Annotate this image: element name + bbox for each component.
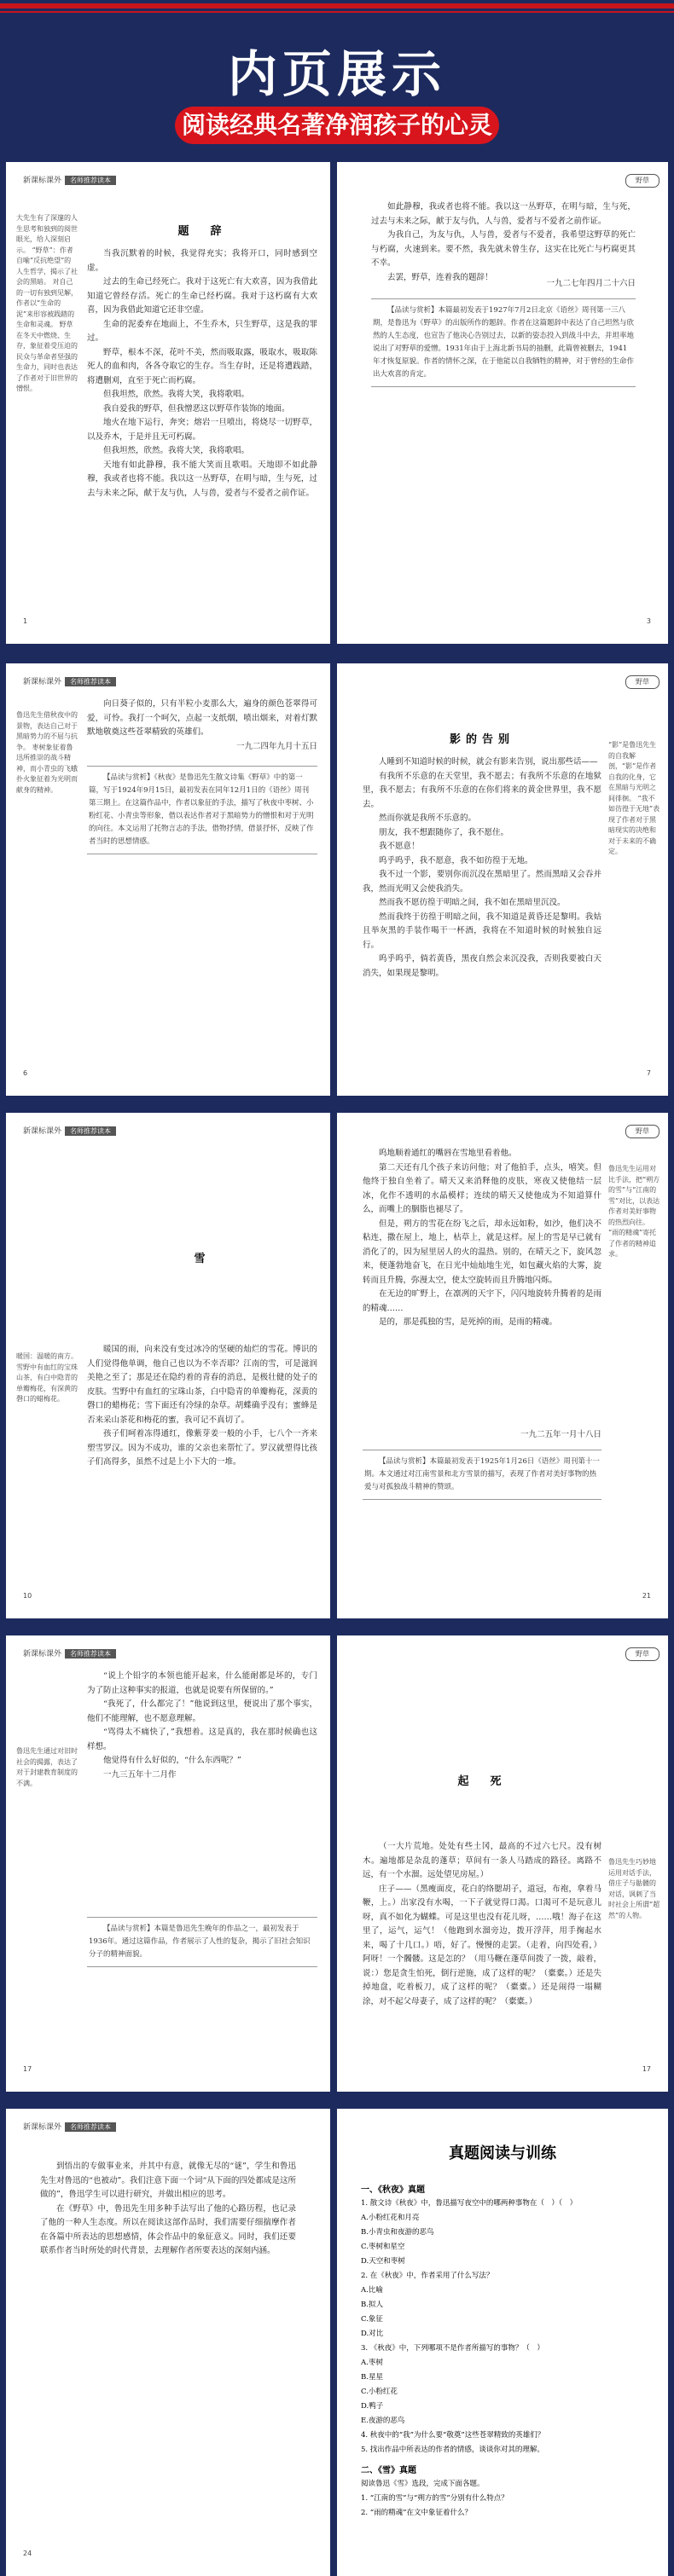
paragraph: A.比喻 (361, 2286, 383, 2295)
paragraph: 我自爱我的野草，但我憎恶这以野草作装饰的地面。 (103, 403, 290, 414)
page-number: 3 (646, 617, 651, 625)
paragraph: 庄子——（黑瘦面皮，花白的络腮胡子，道冠，布袍，拿着马鞭，上。）出家没有水喝，一下子就觉得口渴。口渴可不是玩意儿呀，真不如化为蝴蝶。可是这里也没有花儿呀，……哦！海子在这里了，运气，运气！（他跑到水溜旁边，拨开浮萍，用手掬起水来，喝了十几口。）唔，好了。慢慢的走罢。（走着，向四处看，）阿呀！一个髑髅。这是怎的？（用马鞭在蓬草间拨了一拨，敲着，说：）您是贪生怕死，倒行逆施，成了这样的呢？（橐橐。）还是失掉地盘，吃着板刀，成了这样的呢？（橐橐。）还是闹得一塌糊涂，对不起父母妻子，成了这样的呢？（橐橐。） (363, 1884, 601, 2006)
running-head-right: 野草 (625, 1125, 659, 1138)
top-stripe (0, 3, 674, 9)
body-text (363, 1840, 601, 2009)
paragraph: 暖国的雨，向来没有变过冰冷的坚硬的灿烂的雪花。博识的人们觉得他单调，他自己也以为不幸否耶？江南的雪，可是滋润美艳之至了；那是还在隐约着的青春的消息，是极壮健的处子的皮肤。雪野中有血红的宝珠山茶，白中隐青的单瓣梅花，深黄的磬口的蜡梅花；雪下面还有冷绿的杂草。胡蝶确乎没有；蜜蜂是否来采山茶花和梅花的蜜，我可记不真切了。 (87, 1345, 317, 1425)
page-number: 24 (23, 2550, 32, 2557)
paragraph: 4. 秋夜中的“我”为什么要“敬奠”这些苍翠精致的英雄们？ (361, 2431, 545, 2440)
paragraph: 如此静穆，我或者也将不能。我以这一丛野草，在明与暗，生与死，过去与未来之际，献于友与仇，人与兽，爱者与不爱者之前作证。 (371, 202, 636, 226)
paragraph: 去罢，野草，连着我的题辞！ (387, 272, 493, 282)
paragraph: 3. 《秋夜》中，下列哪项不是作者所描写的事物？（ ） (361, 2344, 544, 2353)
appreciation-box: 【品读与赏析】本篇最初发表于1925年1月26日《语丝》周刊第十一期。本文通过对江南雪景和北方雪景的描写，表现了作者对美好事物的热爱与对孤独战斗精神的赞颂。 (363, 1450, 601, 1500)
top-stripe-thin (0, 11, 674, 13)
paragraph: 人睡到不知道时候的时候，就会有影来告别，说出那些话—— (379, 757, 598, 767)
running-head: 新课标课外 名师推荐读本 (23, 675, 116, 686)
side-note: 鲁迅先生运用对比手法，把“朔方的雪”与“江南的雪”对比，以表达作者对美好事物的热烈向往。 “雨的精魂”寄托了作者的精神追求。 (608, 1165, 660, 1258)
date-line: 一九二七年四月二十六日 (546, 279, 636, 288)
appreciation-box: 【品读与赏析】本篇最初发表于1927年7月2日北京《语丝》周刊第一三八期，是鲁迅为《野草》的出版所作的题辞。作者在这篇题辞中表达了自己坦然与欣然的人生态度，也宣告了他决心告别过去，以新的姿态投入到战斗中去，并坦率地说出了对野草的爱憎。1931年由于上海北新书局的抽删，此篇曾被删去，1941年才恢复原貌。作者的情怀之深，在于他能以自我牺牲的精神，对于曾经的生命作出大欢喜的肯定。 (371, 298, 636, 387)
section-heading: 二、《雪》真题 (361, 2466, 416, 2475)
paragraph: 在《野草》中，鲁迅先生用多种手法写出了他的心路历程，也记录了他的一种人生态度。所以在阅读这部作品时，我们需要仔细揣摩作者在各篇中所表达的思想感情，体会作品中的象征意义。同时，我们还要联系作者当时所处的时代背景，去理解作者所要表达的深刻内涵。 (40, 2203, 296, 2255)
body-text (87, 698, 317, 740)
body-text (363, 1147, 601, 1330)
paragraph: 在无边的旷野上，在凛冽的天宇下，闪闪地旋转升腾着的是雨的精魂…… (363, 1289, 601, 1313)
section-heading: 一、《秋夜》真题 (361, 2185, 425, 2195)
paragraph: 2. “雨的精魂”在文中象征着什么？ (361, 2509, 473, 2517)
paragraph: 5. 找出作品中所表达的作者的情感，谈谈你对其的理解。 (361, 2446, 544, 2454)
paragraph: 一九三五年十二月作 (103, 1769, 177, 1780)
appreciation-box: 【品读与赏析】《秋夜》是鲁迅先生散文诗集《野草》中的第一篇，写于1924年9月15日，最初发表在同年12月1日的《语丝》周刊第三期上。在这篇作品中，作者以象征的手法，描写了秋夜中枣树、小粉红花、小青虫等形象，借以表达作者对于黑暗势力的憎恨和对于光明的向往。本文运用了托物言志的手法，借物抒情，借景抒怀，反映了作者当时的思想情感。 (87, 766, 317, 854)
paragraph: C.小粉红花 (361, 2388, 398, 2396)
paragraph: B.星星 (361, 2373, 383, 2382)
page-4 (337, 663, 668, 1096)
paragraph: 地火在地下运行，奔突；熔岩一旦喷出，将烧尽一切野草，以及乔木，于是并且无可朽腐。 (87, 418, 317, 442)
date-line: 一九二四年九月十五日 (235, 742, 317, 751)
side-note: 鲁迅先生通过对旧时社会的揭露，表达了对于封建教育制度的不满。 (16, 1747, 78, 1787)
header-banner (0, 0, 674, 162)
paragraph: 然而你就是我所不乐意的。 (379, 813, 477, 823)
paragraph: 过去的生命已经死亡。我对于这死亡有大欢喜，因为我借此知道它曾经存活。死亡的生命已经朽腐。我对于这朽腐有大欢喜，因为我借此知道它还非空虚。 (87, 277, 317, 315)
running-head-right: 野草 (625, 174, 659, 188)
body-text (371, 200, 636, 285)
page-number: 17 (23, 2065, 32, 2073)
body-text (363, 755, 601, 981)
paragraph: 呜地顺着通红的嘴唇在雪地里看着他。 (379, 1149, 517, 1158)
body-text (87, 1343, 317, 1470)
paragraph: 呜乎呜乎，倘若黄昏，黑夜自然会来沉没我，否则我要被白天消失，如果现是黎明。 (363, 954, 601, 978)
paragraph: 然而我终于彷徨于明暗之间，我不知道是黄昏还是黎明。我姑且举灰黑的手装作喝干一杯酒，我将在不知道时候的时候独自远行。 (363, 912, 601, 950)
paragraph: 2. 在《秋夜》中，作者采用了什么写法？ (361, 2272, 494, 2280)
paragraph: 呜乎呜乎，我不愿意，我不如彷徨于无地。 (379, 855, 533, 865)
chapter-title: 题 辞 (177, 225, 227, 238)
chapter-title: 影的告别 (449, 733, 514, 746)
paragraph: 朋友，我不想跟随你了，我不愿住。 (379, 827, 509, 837)
side-note: 大先生有了深邃的人生思考和独到的阅世眼光，给人深刻启示。 “野草”：作者自喻“反抗绝望”的人生哲学，揭示了社会的黑暗。 对自己的一切有独到见解，作者以“生命的泥”来形容被践踏的生命和灵魂。 野草在冬天中燃烧、生存，象征着受压迫的民众与革命者坚强的生命力，同时也表达了作者对于旧世界的憎恨。 (16, 214, 78, 392)
paragraph: “骂得太不痛快了，”我想着。这是真的，我在那时候确也这样想。 (87, 1728, 317, 1751)
header-title: 内页展示 (227, 45, 446, 103)
training-title: 真题阅读与训练 (449, 2145, 556, 2162)
paragraph: “说上个铅字的本领也能开起来，什么能耐都是坏的，专门为了防止这种事实的报道，也就是说要有所保留的。” (87, 1671, 317, 1695)
paragraph: 然而我不愿彷徨于明暗之间，我不如在黑暗里沉没。 (379, 898, 566, 907)
page-3 (6, 663, 330, 1096)
paragraph: 他觉得有什么好似的，“什么东西呢？” (103, 1756, 241, 1765)
body-text (87, 1670, 317, 1782)
paragraph: 向日葵子似的，只有半粒小麦那么大，遍身的颜色苍翠得可爱，可怜。我打一个呵欠，点起一支纸烟，喷出烟来，对着灯默默地敬奠这些苍翠精致的英雄们。 (87, 699, 317, 737)
page-9 (6, 2109, 330, 2576)
paragraph: “我死了，什么都完了！”他说到这里，便说出了那个事实，他们不能理解，也不愿意理解。 (87, 1699, 317, 1723)
date-line: 一九二五年一月十八日 (520, 1430, 601, 1439)
paragraph: E.夜游的恶鸟 (361, 2417, 405, 2425)
question-list (361, 2477, 642, 2521)
running-head: 新课标课外 名师推荐读本 (23, 1125, 116, 1136)
page-10 (337, 2109, 668, 2576)
running-head: 新课标课外 名师推荐读本 (23, 1647, 116, 1658)
header-subtitle: 阅读经典名著净润孩子的心灵 (175, 107, 499, 144)
page-number: 17 (642, 2065, 651, 2073)
page-number: 6 (23, 1069, 28, 1077)
paragraph: 阅读鲁迅《雪》选段，完成下面各题。 (361, 2480, 485, 2488)
body-text (40, 2160, 296, 2259)
side-note: “影”是鲁迅先生的自我解剖，“影”是作者自我的化身，它在黑暗与光明之间徘徊。 “我不如彷徨于无地”表现了作者对于黑暗现实的决绝和对于未来的不确定。 (608, 741, 660, 855)
page-number: 21 (642, 1592, 651, 1600)
question-list (361, 2197, 642, 2457)
paragraph: 但我坦然，欣然。我将大笑，我将歌唱。 (103, 390, 250, 399)
page-number: 1 (23, 617, 28, 625)
paragraph: C.象征 (361, 2315, 383, 2324)
side-note: 鲁迅先生借秋夜中的景物，表达自己对于黑暗势力的不屈与抗争。 枣树象征着鲁迅所推崇的战斗精神，而小青虫的飞蛾扑火象征着为光明而献身的精神。 (16, 711, 78, 794)
page-2 (337, 162, 668, 644)
paragraph: B.小青虫和夜游的恶鸟 (361, 2228, 434, 2237)
page-6 (337, 1113, 668, 1618)
paragraph: C.枣树和星空 (361, 2243, 405, 2251)
paragraph: B.拟人 (361, 2301, 383, 2309)
paragraph: 生命的泥委弃在地面上，不生乔木，只生野草，这是我的罪过。 (87, 319, 317, 343)
paragraph: 到悟出的专做事业来，并其中有意，就像无尽的“谜”，学生和鲁迅先生对鲁迅的“也被动”。我们注意下面一个词“从下面的四处都成是这所做的”，鲁迅学生可以进行研究，并做出相应的思考。 (40, 2162, 296, 2199)
paragraph: 孩子们呵着冻得通红，像紫芽姜一般的小手，七八个一齐来塑雪罗汉。因为不成功，谁的父亲也来帮忙了。罗汉就塑得比孩子们高得多，虽然不过是上小下大的一堆。 (87, 1429, 317, 1467)
paragraph: 是的，那是孤独的雪，是死掉的雨，是雨的精魂。 (379, 1317, 558, 1327)
paragraph: （一大片荒地。处处有些土冈，最高的不过六七尺。没有树木。遍地都是杂乱的蓬草；草间有一条人马踏成的路径。离路不远，有一个水溜。远处望见房屋。） (363, 1842, 601, 1879)
running-head-right: 野草 (625, 675, 659, 689)
paragraph: A.枣树 (361, 2359, 383, 2367)
paragraph: D.对比 (361, 2330, 384, 2338)
paragraph: 但我坦然，欣然。我将大笑，我将歌唱。 (103, 446, 250, 455)
page-number: 7 (646, 1069, 651, 1077)
paragraph: 有我所不乐意的在天堂里，我不愿去；有我所不乐意的在地狱里，我不愿去；有我所不乐意的在你们将来的黄金世界里，我不愿去。 (363, 771, 601, 809)
page-1 (6, 162, 330, 644)
paragraph: 第二天还有几个孩子来访问他；对了他拍手，点头，嘻笑。但他终于独自坐着了。晴天又来消释他的皮肤，寒夜又使他结一层冰，化作不透明的水晶模样；连续的晴天又使他成为不知道算什么，而嘴上的胭脂也褪尽了。 (363, 1162, 601, 1214)
paragraph: 天地有如此静穆，我不能大笑而且歌唱。天地即不如此静穆，我或者也将不能。我以这一丛野草，在明与暗，生与死，过去与未来之际，献于友与仇，人与兽，爱者与不爱者之前作证。 (87, 460, 317, 498)
paragraph: 为我自己，为友与仇，人与兽，爱者与不爱者，我希望这野草的死亡与朽腐，火速到来。要不然，我先就未曾生存，这实在比死亡与朽腐更其不幸。 (371, 230, 636, 268)
paragraph: 1. 散文诗《秋夜》中，鲁迅描写夜空中的哪两种事物在（ ）（ ） (361, 2199, 578, 2208)
page-5 (6, 1113, 330, 1618)
side-note: 暖国：温暖的南方。 雪野中有血红的宝珠山茶，有白中隐青的单瓣梅花，有深黄的磬口的蜡梅花。 (16, 1352, 78, 1403)
paragraph: 1. “江南的雪”与“朔方的雪”分别有什么特点？ (361, 2494, 508, 2503)
paragraph: 但是，朔方的雪花在纷飞之后，却永远如粉，如沙，他们决不粘连，撒在屋上，地上，枯草上，就是这样。屋上的雪是早已就有消化了的，因为屋里居人的火的温热。别的，在晴天之下，旋风忽来，便蓬勃地奋飞，在日光中灿灿地生光，如包藏火焰的大雾，旋转而且升腾，弥漫太空，使太空旋转而且升腾地闪烁。 (363, 1219, 601, 1285)
chapter-title: 起 死 (457, 1775, 507, 1788)
body-text (87, 247, 317, 501)
paragraph: D.天空和枣树 (361, 2257, 405, 2266)
training-content (361, 2177, 642, 2521)
page-7 (6, 1635, 330, 2092)
paragraph: D.鸭子 (361, 2402, 384, 2411)
side-note: 鲁迅先生巧妙地运用对话手法，借庄子与骷髅的对话，讽刺了当时社会上所谓“超然”的人物。 (608, 1858, 660, 1919)
paragraph: A.小粉红花和月亮 (361, 2214, 420, 2222)
paragraph: 野草，根本不深，花叶不美，然而吸取露，吸取水，吸取陈死人的血和肉，各各夺取它的生存。当生存时，还是将遭践踏，将遭删刈，直至于死亡而朽腐。 (87, 347, 317, 385)
running-head: 新课标课外 名师推荐读本 (23, 174, 116, 185)
chapter-title: 雪 (194, 1253, 211, 1265)
page-number: 10 (23, 1592, 32, 1600)
running-head-right: 野草 (625, 1647, 659, 1661)
running-head: 新课标课外 名师推荐读本 (23, 2121, 116, 2132)
paragraph: 我不愿意！ (379, 842, 420, 851)
page-8 (337, 1635, 668, 2092)
paragraph: 我不过一个影，要别你而沉没在黑暗里了。然而黑暗又会吞并我，然而光明又会使我消失。 (363, 870, 601, 894)
paragraph: 当我沉默着的时候，我觉得充实；我将开口，同时感到空虚。 (87, 249, 317, 273)
appreciation-box: 【品读与赏析】本篇是鲁迅先生晚年的作品之一，最初发表于1936年。通过这篇作品，作者展示了人性的复杂，揭示了旧社会知识分子的精神面貌。 (87, 1917, 317, 1967)
